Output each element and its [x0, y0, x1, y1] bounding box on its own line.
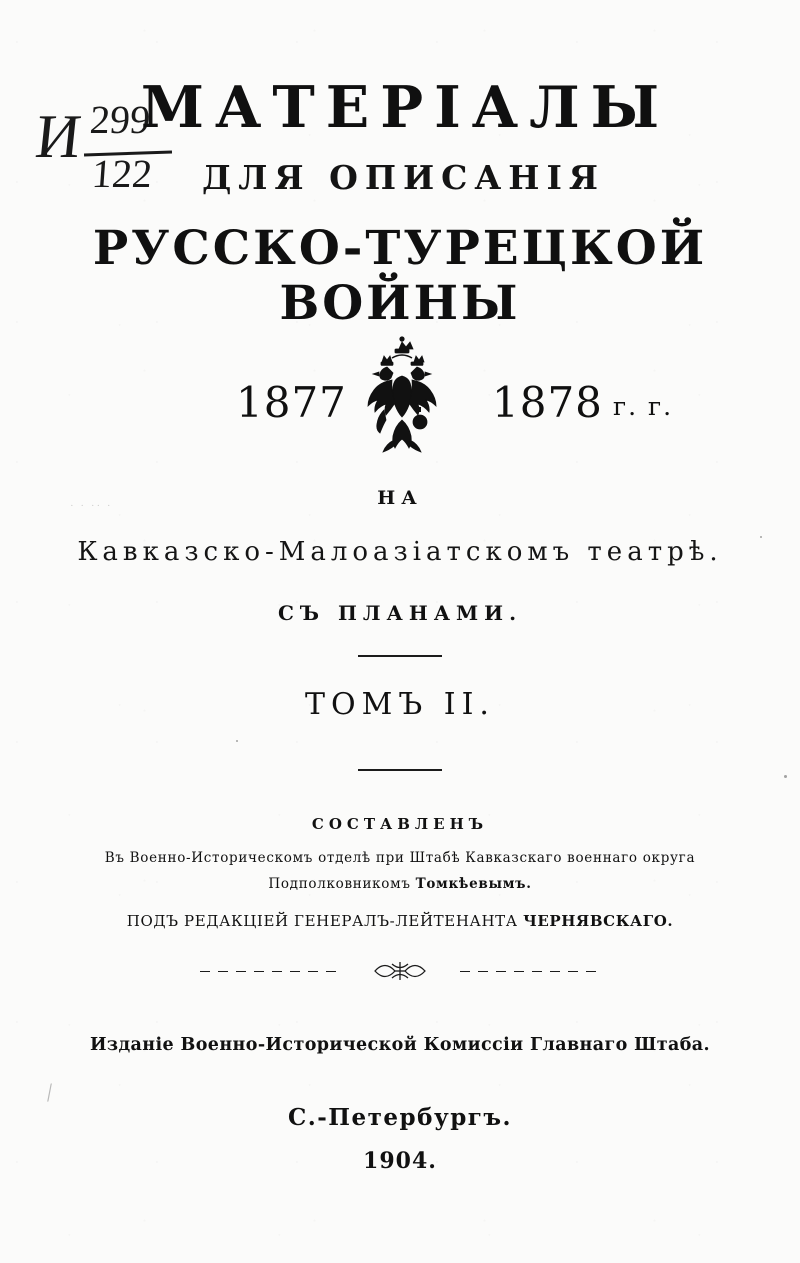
- double-headed-eagle-icon: [354, 336, 450, 471]
- scan-speck: [760, 536, 762, 538]
- editor-name: ЧЕРНЯВСКАГО.: [523, 912, 674, 930]
- shelfmark-denominator: 122: [90, 151, 154, 196]
- editor-credit: [0, 912, 800, 930]
- divider-rule-top: [358, 655, 442, 657]
- volume-number: ТОМЪ II.: [305, 687, 495, 722]
- divider-knot: [371, 958, 429, 984]
- pencil-mark-lower-left: /: [43, 1077, 56, 1108]
- compiled-label: СОСТАВЛЕНЪ: [311, 815, 489, 833]
- shelfmark-numerator: 299: [88, 97, 152, 142]
- year-to: 1878: [492, 378, 603, 427]
- compiled-author-name: Томкѣевымъ.: [415, 876, 532, 892]
- year-suffix: г. г.: [613, 392, 674, 421]
- divider-rule-bottom: [358, 769, 442, 771]
- divider-dash-left: [200, 971, 340, 972]
- theatre-line: Кавказско-Малоазiатскомъ театрѣ.: [77, 537, 723, 567]
- preposition-na: НА: [377, 487, 423, 509]
- editor-credit-prefix: ПОДЪ РЕДАКЦIЕЙ ГЕНЕРАЛЪ-ЛЕЙТЕНАНТА: [126, 912, 524, 930]
- publisher-imprint: Изданiе Военно-Исторической Комиссiи Главнаго Штаба.: [89, 1035, 711, 1055]
- compiled-affiliation: Въ Военно-Историческомъ отделѣ при Штабѣ Кавказскаго военнаго округа: [104, 850, 696, 866]
- scan-speck: [236, 740, 238, 742]
- pencil-mark-left: · · ·· ·: [70, 500, 113, 512]
- publication-year: 1904.: [363, 1148, 437, 1174]
- knot-divider-icon: [200, 958, 600, 984]
- with-plans-line: СЪ ПЛАНАМИ.: [277, 601, 523, 625]
- title-block: [0, 74, 800, 331]
- divider-dash-right: [460, 971, 600, 972]
- title-subtitle-1: ДЛЯ ОПИСАНIЯ: [201, 157, 606, 197]
- scan-speck: [784, 775, 787, 778]
- page-title: МАТЕРIАЛЫ: [140, 74, 671, 141]
- publication-city: С.-Петербургъ.: [287, 1104, 513, 1131]
- shelfmark-letter: И: [32, 103, 85, 171]
- title-subtitle-2: РУССКО-ТУРЕЦКОЙ ВОЙНЫ: [92, 220, 708, 331]
- year-from: 1877: [236, 378, 347, 427]
- compiled-author: [0, 876, 800, 892]
- years-row: [0, 336, 800, 476]
- compiled-author-rank: Подполковникомъ: [268, 876, 416, 892]
